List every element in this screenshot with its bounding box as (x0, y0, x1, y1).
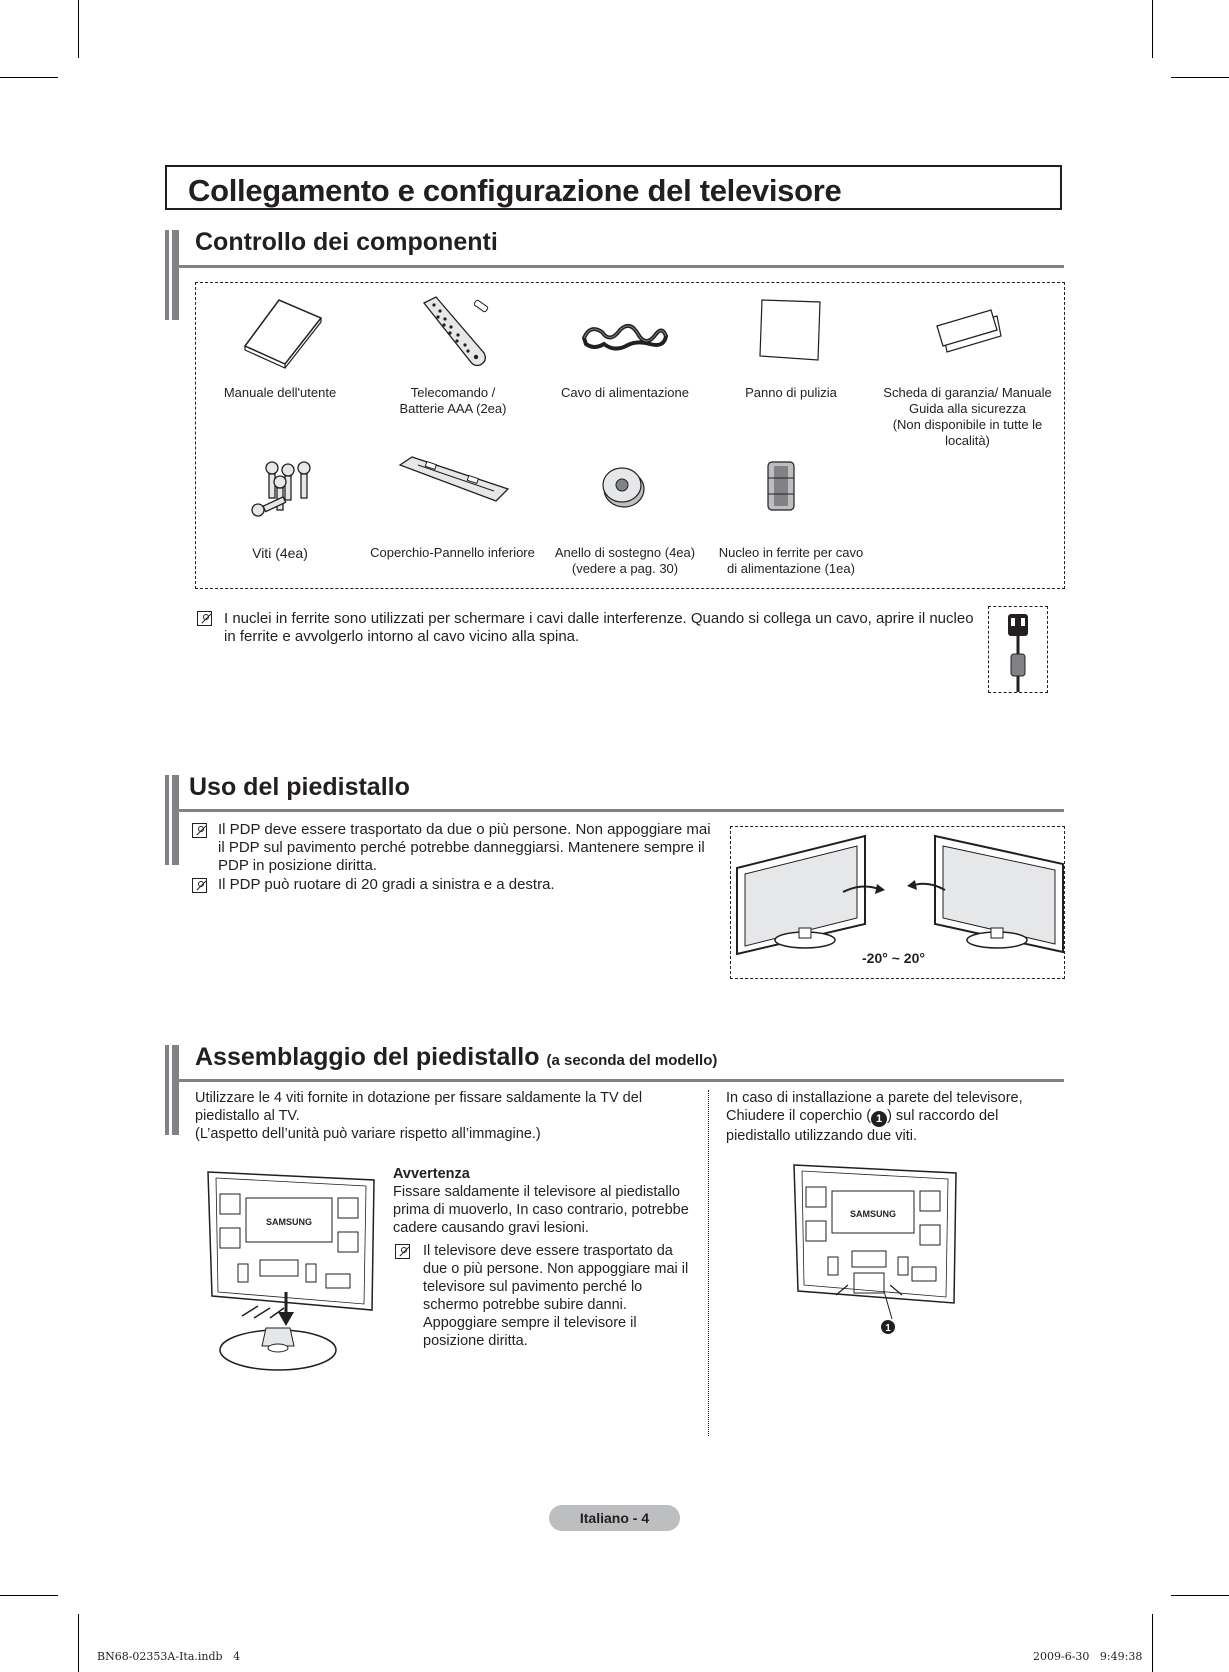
right-text-a: In caso di installazione a parete del televisore, Chiudere il coperchio ( (726, 1090, 1023, 1124)
caption-cover: Coperchio-Pannello inferiore (370, 545, 535, 560)
section-bar (165, 1045, 179, 1135)
assembly-left-text (195, 1089, 705, 1143)
section-bar (165, 230, 179, 320)
plug-with-ferrite-icon (1000, 612, 1036, 692)
ferrite-note: I nuclei in ferrite sono utilizzati per schermare i cavi dalle interferenze. Quando si collega un cavo, aprire il nucleo in ferrite e avvolgerlo intorno al cavo vicino alla spina. (224, 610, 974, 645)
marker-1 (871, 1111, 887, 1127)
marker-1-label: 1 (876, 1113, 883, 1125)
right-text-b: ) sul raccordo del piedistallo utilizzando due viti. (726, 1108, 999, 1144)
warranty-card-icon (935, 308, 1003, 356)
assembly-subtitle: (a seconda del modello) (546, 1052, 718, 1069)
print-slug-right: 2009-6-30 9:49:38 (1033, 1650, 1143, 1663)
note-icon (192, 823, 207, 838)
crop-mark (78, 0, 79, 58)
section-rule (179, 265, 1064, 268)
caption-power-cord: Cavo di alimentazione (561, 385, 689, 400)
crop-mark (0, 1595, 58, 1596)
crop-mark (1152, 0, 1153, 58)
stand-note-1: Il PDP deve essere trasportato da due o più persone. Non appoggiare mai il PDP sul pavimento perché potrebbe danneggiarsi. Mantenere sempre il PDP in posizione diritta. (218, 821, 711, 874)
caption-screws: Viti (4ea) (252, 545, 308, 561)
warning-note: Il televisore deve essere trasportato da due o più persone. Non appoggiare mai il televisore sul pavimento perché lo schermo potrebbe subire danni. Appoggiare sempre il televisore il posizione diritta. (423, 1243, 689, 1349)
caption-remote: Telecomando / Batterie AAA (2ea) (399, 385, 507, 416)
crop-mark (1171, 1595, 1229, 1596)
note-icon (192, 878, 207, 893)
section-title-assembly (195, 1043, 717, 1072)
page-title-box (165, 165, 1062, 210)
caption-cloth: Panno di pulizia (745, 385, 837, 400)
section-rule (179, 1079, 1064, 1082)
note-icon (395, 1244, 410, 1259)
warning-title: Avvertenza (393, 1166, 470, 1182)
page-number-pill: Italiano - 4 (549, 1505, 680, 1531)
caption-ferrite: Nucleo in ferrite per cavo di alimentazione (1ea) (718, 545, 864, 576)
caption-warranty: Scheda di garanzia/ Manuale Guida alla sicurezza (Non disponibile in tutte le località) (883, 385, 1052, 448)
screws-icon (250, 460, 316, 520)
cover-icon (398, 455, 510, 503)
tv-brand-label: SAMSUNG (849, 1209, 897, 1219)
assembly-title: Assemblaggio del piedistallo (195, 1043, 540, 1071)
tv-back-wall-mount-illustration (792, 1163, 960, 1335)
tv-back-stand-assembly-illustration (206, 1168, 378, 1374)
section-rule (179, 809, 1064, 812)
ring-icon (600, 463, 648, 511)
warning-text: Fissare saldamente il televisore al piedistallo prima di muoverlo, In caso contrario, potrebbe cadere causando gravi lesioni. (393, 1184, 689, 1236)
column-divider (708, 1090, 709, 1436)
rotation-label: -20° ~ 20° (862, 950, 925, 966)
stand-note-2: Il PDP può ruotare di 20 gradi a sinistra e a destra. (218, 876, 555, 893)
print-slug-left: BN68-02353A-Ita.indb 4 (97, 1650, 241, 1663)
assembly-appearance-note: (L’aspetto dell’unità può variare rispetto all’immagine.) (195, 1126, 541, 1142)
crop-mark (1152, 1614, 1153, 1672)
ferrite-core-icon (764, 458, 798, 514)
note-icon (197, 611, 212, 626)
assembly-right-text (726, 1089, 1066, 1145)
crop-mark (1171, 77, 1229, 78)
power-cord-icon (580, 320, 670, 352)
warning-block (393, 1165, 703, 1237)
cloth-icon (758, 298, 824, 362)
section-title-stand: Uso del piedistallo (189, 773, 410, 801)
manual-icon (243, 298, 323, 368)
crop-mark (78, 1614, 79, 1672)
section-title-components: Controllo dei componenti (195, 228, 498, 256)
svg-text:1: 1 (885, 1323, 891, 1334)
remote-icon (418, 295, 498, 367)
section-bar (165, 775, 179, 865)
caption-manual: Manuale dell'utente (223, 385, 337, 400)
crop-mark (0, 77, 58, 78)
caption-ring: Anello di sostegno (4ea) (vedere a pag. 30) (554, 545, 696, 576)
page-title: Collegamento e configurazione del televisore (188, 173, 842, 208)
assembly-instruction: Utilizzare le 4 viti fornite in dotazione per fissare saldamente la TV del piedistallo al TV. (195, 1090, 643, 1124)
tv-brand-label: SAMSUNG (265, 1217, 313, 1227)
